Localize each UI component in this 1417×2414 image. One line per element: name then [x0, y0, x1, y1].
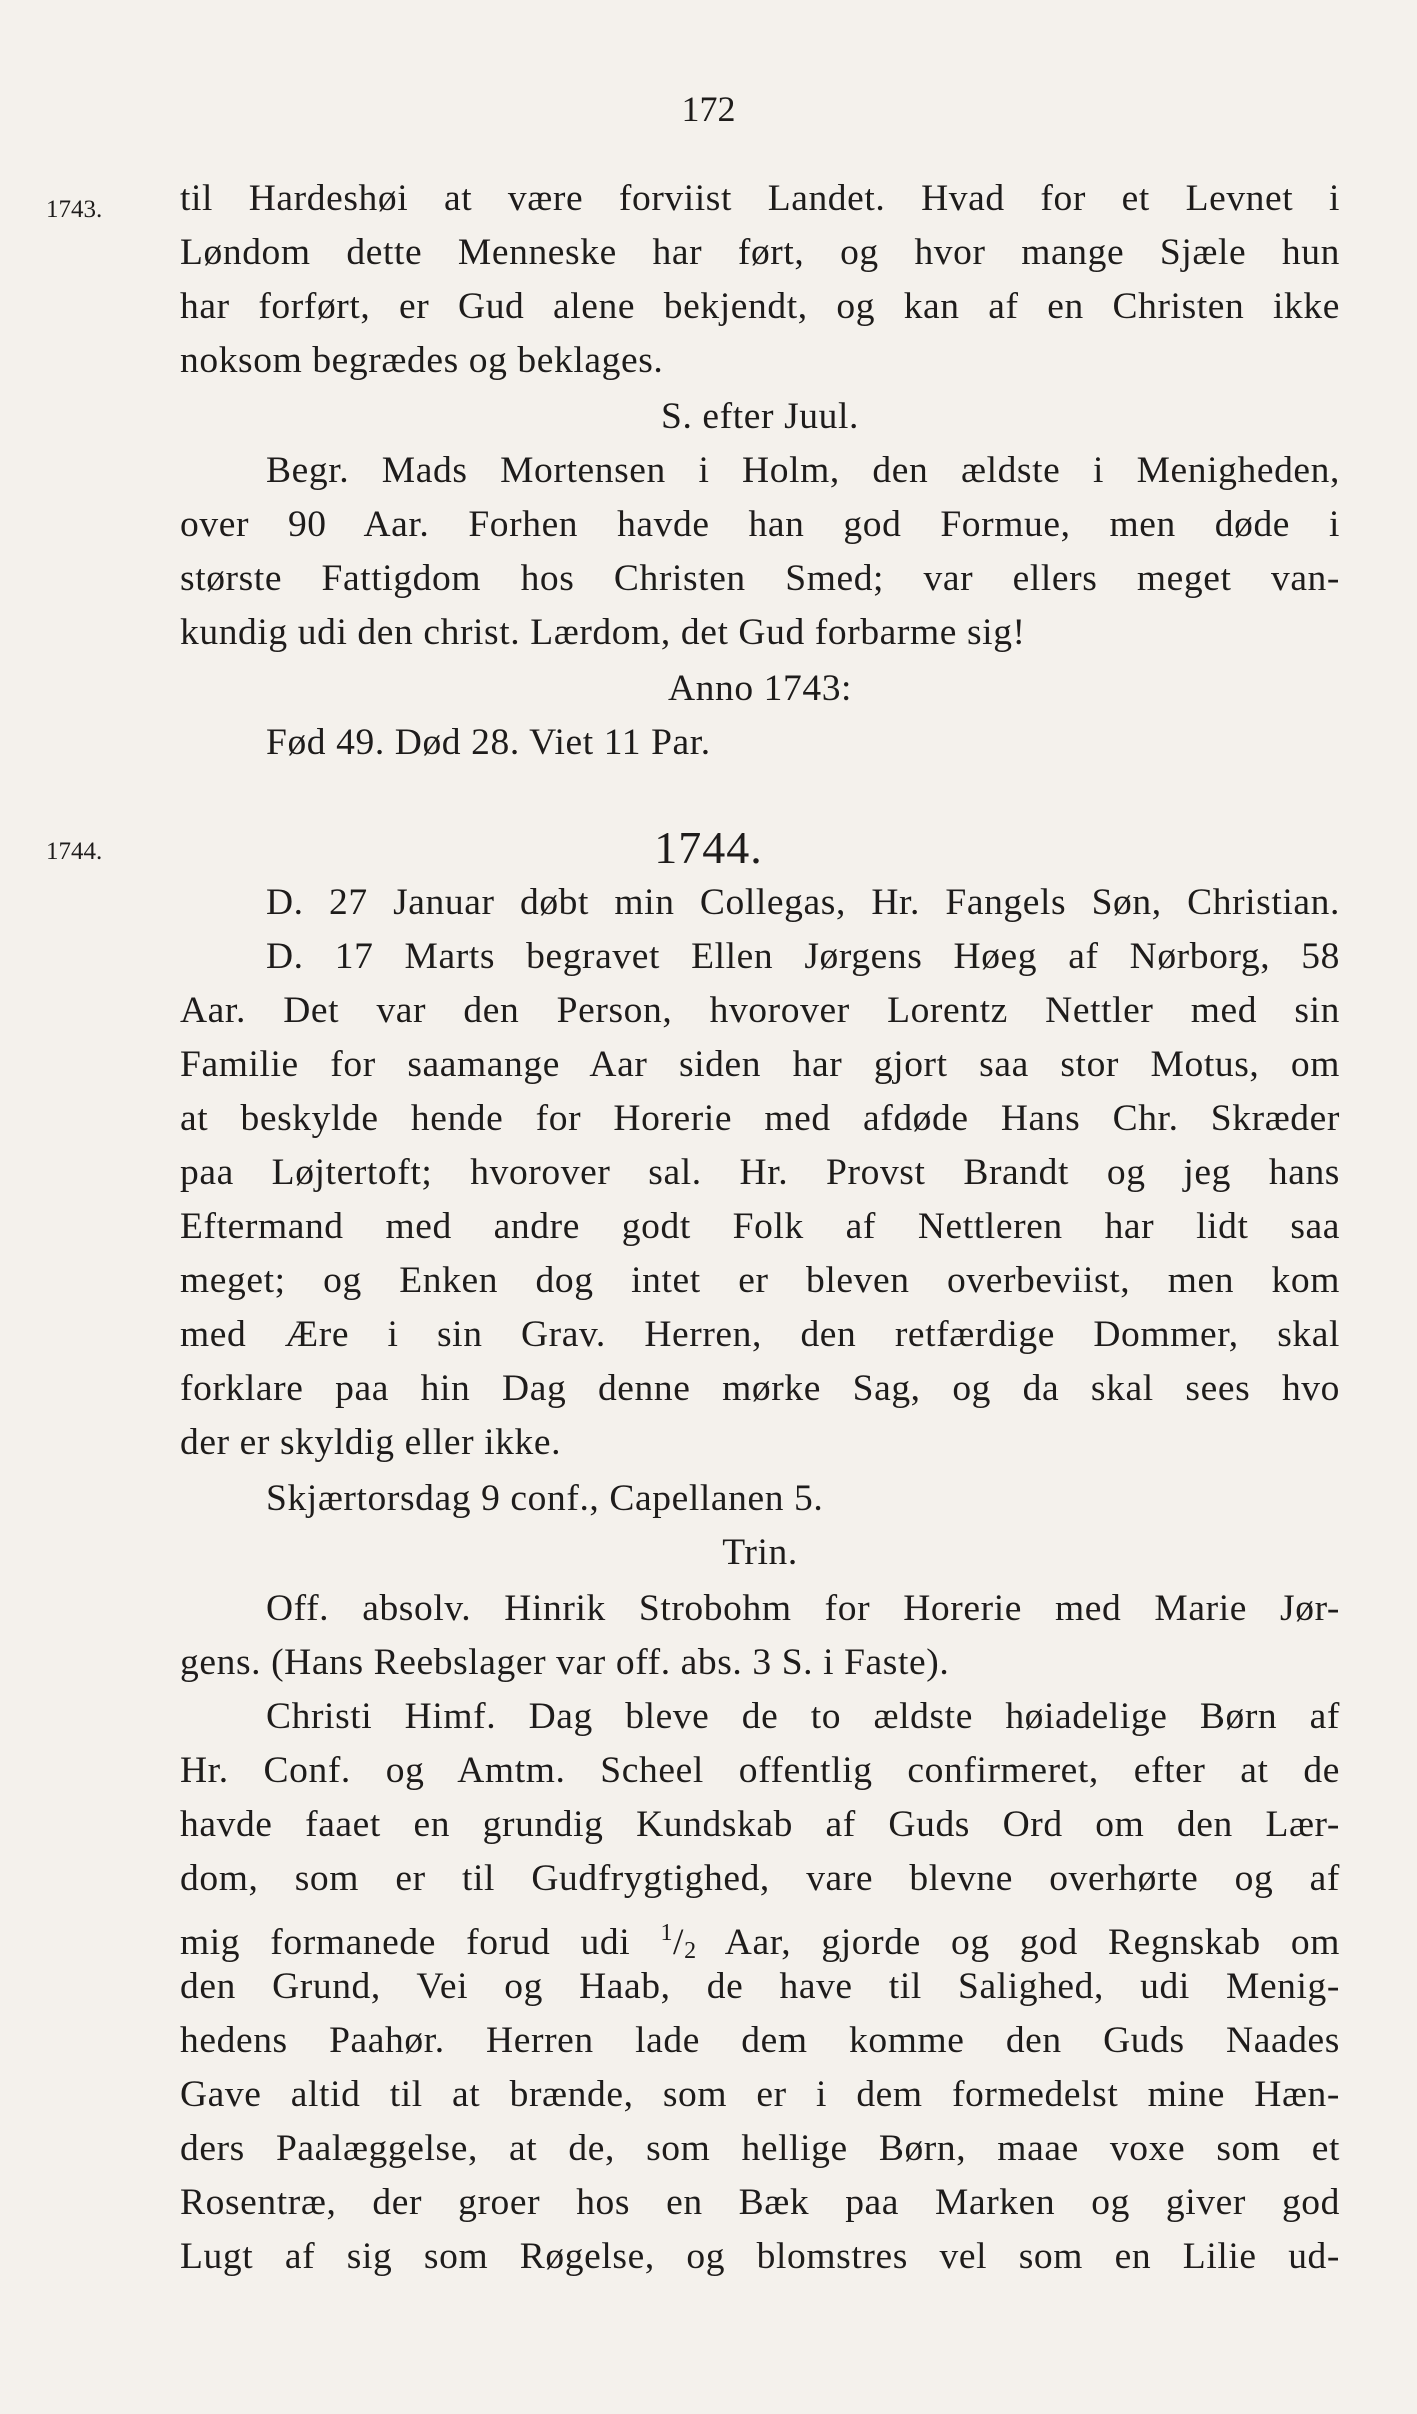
margin-year-1744: 1744. [46, 838, 103, 865]
text-line: med Ære i sin Grav. Herren, den retfærdige Dommer, skal [180, 1314, 1340, 1355]
text-line: at beskylde hende for Horerie med afdøde Hans Chr. Skræder [180, 1098, 1340, 1139]
text-line: gens. (Hans Reebslager var off. abs. 3 S. i Faste). [180, 1642, 950, 1683]
text-line: Begr. Mads Mortensen i Holm, den ældste i Menigheden, [266, 450, 1340, 491]
text-line: havde faaet en grundig Kundskab af Guds Ord om den Lær- [180, 1804, 1340, 1845]
section-heading-1744: 1744. [654, 822, 763, 873]
text-line: Lugt af sig som Røgelse, og blomstres vel som en Lilie ud- [180, 2236, 1340, 2277]
text-line: forklare paa hin Dag denne mørke Sag, og da skal sees hvo [180, 1368, 1340, 1409]
text-line: paa Løjtertoft; hvorover sal. Hr. Provst Brandt og jeg hans [180, 1152, 1340, 1193]
text-line-part: Aar, gjorde og god Regnskab om [724, 1922, 1341, 1963]
year-summary-heading: Anno 1743: [667, 668, 853, 709]
page-number: 172 [681, 89, 736, 129]
text-line: over 90 Aar. Forhen havde han god Formue, men døde i [180, 504, 1340, 545]
text-line: Aar. Det var den Person, hvorover Lorentz Nettler med sin [180, 990, 1340, 1031]
text-line: noksom begrædes og beklages. [180, 340, 664, 381]
margin-year-1743: 1743. [46, 196, 103, 223]
trinity-heading: Trin. [722, 1532, 798, 1573]
text-line-with-fraction: mig formanede forud udi $^1/_2$ Aar, gjorde og god Regnskab om [180, 1920, 1341, 1964]
text-line: største Fattigdom hos Christen Smed; var ellers meget van- [180, 558, 1340, 599]
fraction-numerator: 1 [660, 1920, 674, 1946]
text-line: til Hardeshøi at være forviist Landet. Hvad for et Levnet i [180, 178, 1340, 219]
text-line: meget; og Enken dog intet er bleven overbeviist, men kom [180, 1260, 1340, 1301]
fraction-denominator: 2 [684, 1938, 697, 1964]
text-line: den Grund, Vei og Haab, de have til Salighed, udi Menig- [180, 1966, 1340, 2007]
text-line: der er skyldig eller ikke. [180, 1422, 562, 1463]
text-line: D. 27 Januar døbt min Collegas, Hr. Fangels Søn, Christian. [266, 882, 1340, 923]
text-line: D. 17 Marts begravet Ellen Jørgens Høeg af Nørborg, 58 [266, 936, 1340, 977]
text-line: ders Paalæggelse, at de, som hellige Børn, maae voxe som et [180, 2128, 1340, 2169]
text-line: har forført, er Gud alene bekjendt, og kan af en Christen ikke [180, 286, 1340, 327]
text-line-part: mig formanede forud udi [180, 1922, 631, 1963]
text-line: Off. absolv. Hinrik Strobohm for Horerie med Marie Jør- [266, 1588, 1340, 1629]
text-line: dom, som er til Gudfrygtighed, vare blevne overhørte og af [180, 1858, 1340, 1899]
text-line: Gave altid til at brænde, som er i dem formedelst mine Hæn- [180, 2074, 1340, 2115]
text-line: Rosentræ, der groer hos en Bæk paa Marken og giver god [180, 2182, 1340, 2223]
text-line: Løndom dette Menneske har ført, og hvor mange Sjæle hun [180, 232, 1340, 273]
text-line: Eftermand med andre godt Folk af Nettleren har lidt saa [180, 1206, 1340, 1247]
text-line: hedens Paahør. Herren lade dem komme den Guds Naades [180, 2020, 1340, 2061]
text-line: Familie for saamange Aar siden har gjort saa stor Motus, om [180, 1044, 1340, 1085]
text-line: Hr. Conf. og Amtm. Scheel offentlig confirmeret, efter at de [180, 1750, 1340, 1791]
sunday-heading: S. efter Juul. [661, 396, 859, 437]
text-line: Skjærtorsdag 9 conf., Capellanen 5. [266, 1478, 824, 1519]
text-line: Christi Himf. Dag bleve de to ældste høiadelige Børn af [266, 1696, 1340, 1737]
year-summary: Fød 49. Død 28. Viet 11 Par. [266, 722, 711, 763]
text-line: kundig udi den christ. Lærdom, det Gud forbarme sig! [180, 612, 1026, 653]
